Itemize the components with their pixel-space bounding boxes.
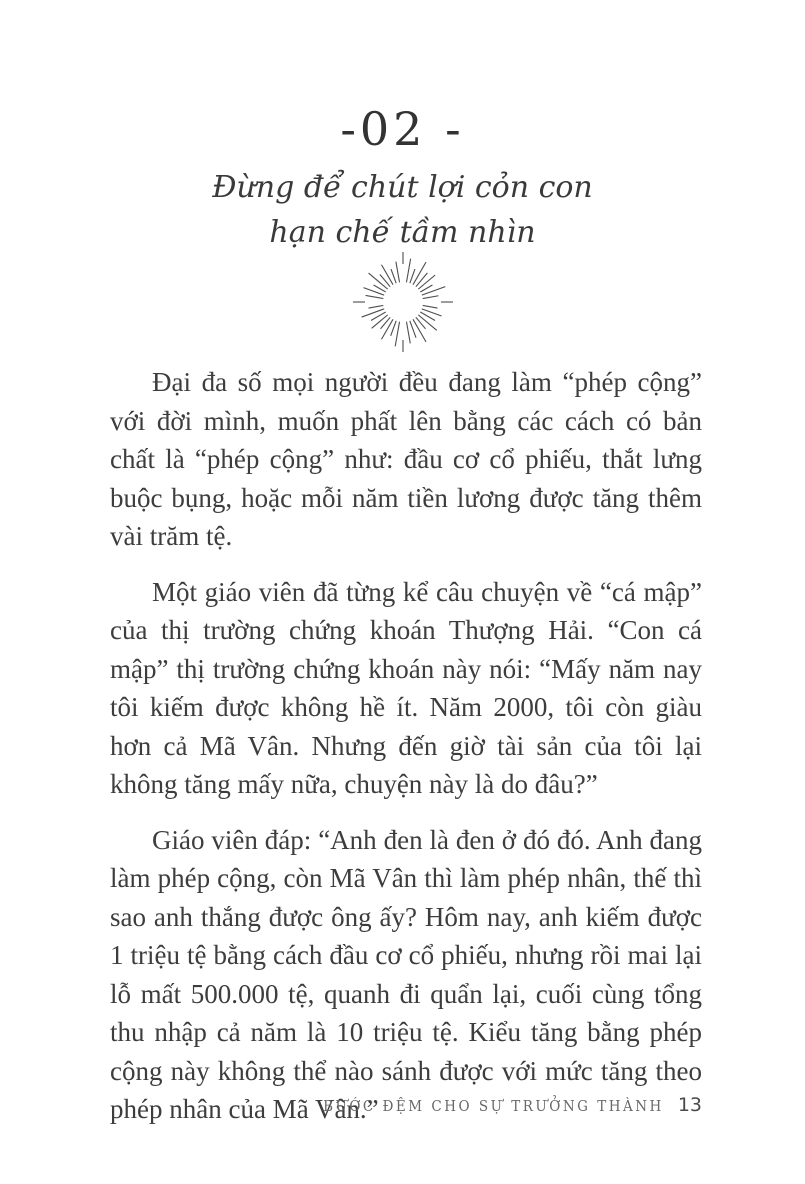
page-footer [323,1094,702,1116]
chapter-header [0,102,805,255]
paragraph-1: Đại đa số mọi người đều đang làm “phép cộng” với đời mình, muốn phất lên bằng các cách có bản chất là “phép cộng” như: đầu cơ cổ phiếu, thắt lưng buộc bụng, hoặc mỗi năm tiền lương được tăng thêm vài trăm tệ. [110,367,702,551]
page-number: 13 [677,1094,702,1116]
paragraph-2: Một giáo viên đã từng kể câu chuyện về “cá mập” của thị trường chứng khoán Thượng Hải. “Con cá mập” thị trường chứng khoán này nói: “Mấy năm nay tôi kiếm được không hề ít. Năm 2000, tôi còn giàu hơn cả Mã Vân. Nhưng đến giờ tài sản của tôi lại không tăng mấy nữa, chuyện này là do đâu?” [110,576,702,799]
body-text [110,363,702,1146]
running-title: BƯỚC ĐỆM CHO SỰ TRƯỞNG THÀNH [323,1097,664,1115]
paragraph-3: Giáo viên đáp: “Anh đen là đen ở đó đó. Anh đang làm phép cộng, còn Mã Vân thì làm phép nhân, thế thì sao anh thắng được ông ấy? Hôm nay, anh kiếm được 1 triệu tệ bằng cách đầu cơ cổ phiếu, nhưng rồi mai lại lỗ mất 500.000 tệ, quanh đi quẩn lại, cuối cùng tổng thu nhập cả năm là 10 triệu tệ. Kiểu tăng bằng phép cộng này không thể nào sánh được với mức tăng theo phép nhân của Mã Vân.” [110,824,702,1124]
chapter-title [0,165,805,255]
chapter-number: -02 - [340,102,465,156]
chapter-title-line2: hạn chế tầm nhìn [269,215,536,251]
sunburst-icon [0,252,805,357]
chapter-title-line1: Đừng để chút lợi cỏn con [212,170,593,206]
